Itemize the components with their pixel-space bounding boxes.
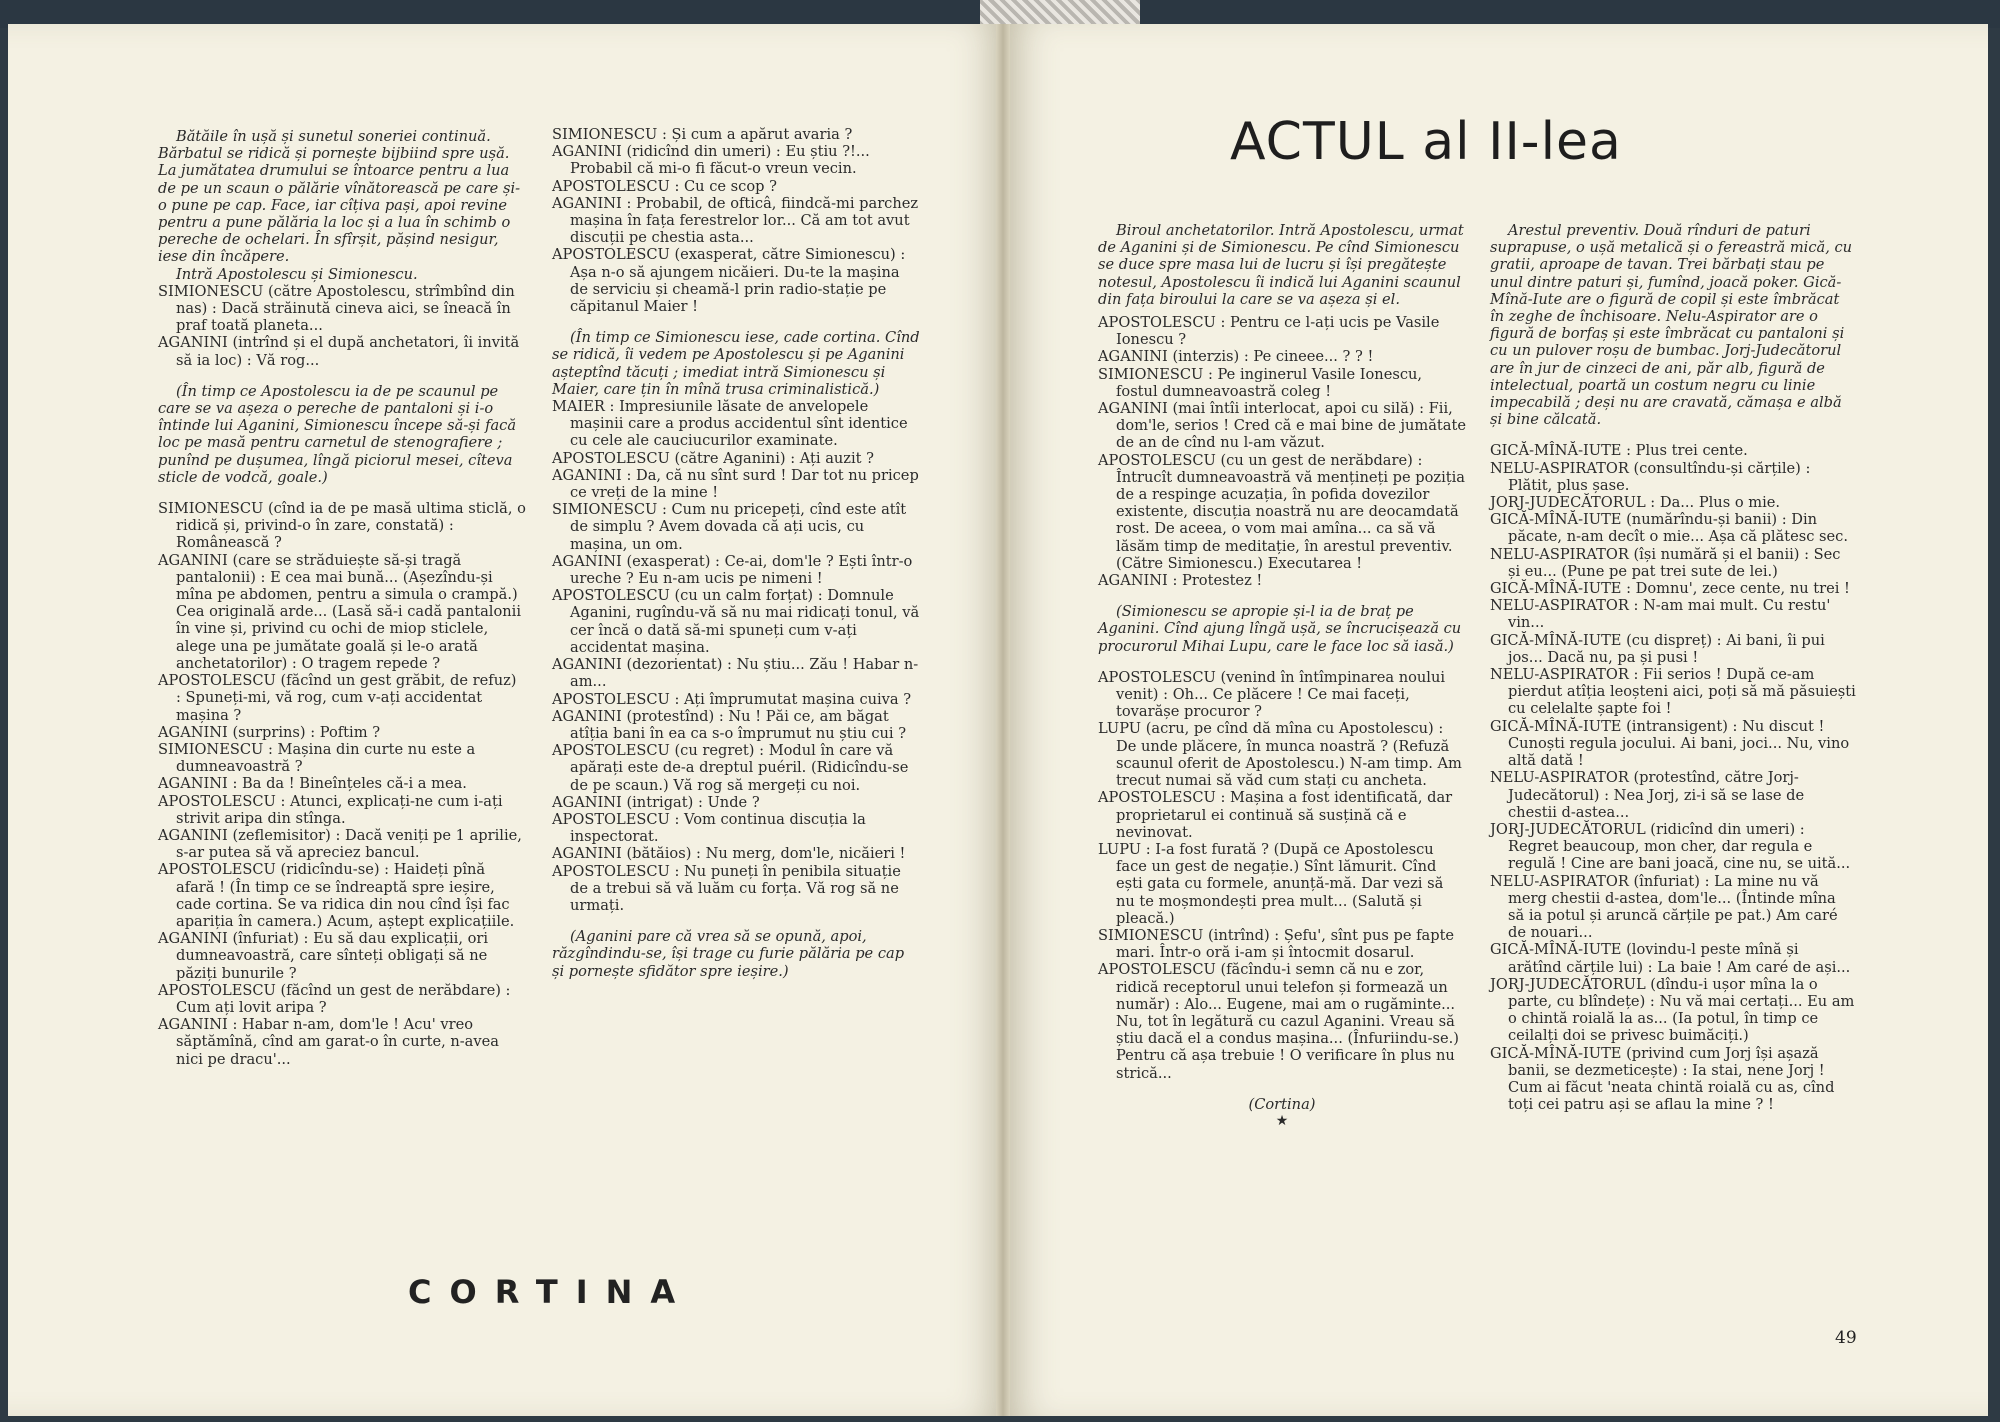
dialogue-line: NELU-ASPIRATOR : N-am mai mult. Cu restu' vin... bbox=[1490, 597, 1831, 632]
dialogue-line: APOSTOLESCU : Nu puneți în penibila situație de a trebui să vă luăm cu forța. Vă rog să ne urmați. bbox=[552, 862, 901, 914]
dialogue-line: GICĂ-MÎNĂ-IUTE (cu dispreț) : Ai bani, îi pui jos... Dacă nu, pa și pusi ! bbox=[1490, 631, 1825, 666]
cortina-label: CORTINA bbox=[408, 1273, 694, 1311]
dialogue-line: LUPU : I-a fost furată ? (După ce Apostolescu face un gest de negație.) Sînt lămurit. Cînd ești gata cu formele, anunță-mă. Dar vezi să nu te moșmondești prea mult... (Salută și pleacă.) bbox=[1098, 840, 1444, 927]
dialogue-line: AGANINI : Protestez ! bbox=[1098, 572, 1263, 590]
dialogue-line: JORJ-JUDECĂTORUL (ridicînd din umeri) : Regret beaucoup, mon cher, dar regula e regulă ! Cine are bani joacă, cine nu, se uită... bbox=[1490, 820, 1851, 873]
stage-direction: Intră Apostolescu și Simionescu. bbox=[176, 265, 418, 283]
dialogue-line: AGANINI (interzis) : Pe cineee... ? ? ! bbox=[1098, 348, 1374, 366]
dialogue-line: APOSTOLESCU (către Aganini) : Ați auzit ? bbox=[552, 449, 874, 467]
stage-direction: Arestul preventiv. Două rînduri de paturi suprapuse, o ușă metalică și o fereastră mică, cu gratii, aproape de tavan. Trei bărbați stau pe unul dintre paturi și, fumînd, joacă poker. Gică-Mînă-Iute are o figură de copil și este îmbrăcat în zeghe de închisoare. Nelu-Aspirator are o figură de borfaș și este îmbrăcat cu pantaloni și cu un pulover roșu de bumbac. Jorj-Judecătorul are în jur de cinzeci de ani, păr alb, figură de intelectual, poartă un costum negru cu linie impecabilă ; deși nu are cravată, cămașa e albă și bine călcată. bbox=[1490, 222, 1853, 429]
dialogue-line: NELU-ASPIRATOR (înfuriat) : La mine nu vă merg chestii d-astea, dom'le... (Întinde mîna să ia potul și aruncă cărțile pe pat.) Am caré de nouari... bbox=[1490, 872, 1838, 942]
dialogue-line: AGANINI (protestînd) : Nu ! Păi ce, am băgat atîția bani în ea ca s-o împrumut nu știu cui ? bbox=[552, 707, 907, 742]
dialogue-line: APOSTOLESCU : Pentru ce l-ați ucis pe Vasile Ionescu ? bbox=[1098, 314, 1440, 349]
dialogue-line: AGANINI (dezorientat) : Nu știu... Zău ! Habar n-am... bbox=[552, 656, 919, 691]
dialogue-line: APOSTOLESCU (venind în întîmpinarea noului venit) : Oh... Ce plăcere ! Ce mai faceți, tovarășe procuror ? bbox=[1098, 668, 1446, 721]
dialogue-line: AGANINI : Da, că nu sînt surd ! Dar tot nu pricep ce vreți de la mine ! bbox=[552, 466, 919, 502]
dialogue-line: JORJ-JUDECĂTORUL (dîndu-i ușor mîna la o parte, cu blîndețe) : Nu vă mai certați... Eu am o chintă roială la as... (Ia potul, în timp ce ceilalți doi se privesc buimăciți.) bbox=[1490, 975, 1855, 1045]
dialogue-line: AGANINI : Probabil, de ofticâ, fiindcă-mi parchez mașina în fața ferestrelor lor... Că am tot avut discuții pe chestia asta... bbox=[552, 194, 919, 247]
dialogue-line: SIMIONESCU : Și cum a apărut avaria ? bbox=[552, 126, 853, 143]
stage-direction: (Simionescu se apropie și-l ia de braț pe Aganini. Cînd ajung lîngă ușă, se încrucișează cu procurorul Mihai Lupu, care le face loc să iasă.) bbox=[1098, 603, 1462, 655]
dialogue-line: GICĂ-MÎNĂ-IUTE (privind cum Jorj își așază banii, se dezmeticește) : Ia stai, nene Jorj ! Cum ai făcut 'neata chintă roială cu as, cînd toți cei patru ași se aflau la mine ? ! bbox=[1490, 1044, 1835, 1114]
dialogue-line: APOSTOLESCU : Cu ce scop ? bbox=[552, 177, 777, 195]
dialogue-line: GICĂ-MÎNĂ-IUTE (lovindu-l peste mînă și arătînd cărțile lui) : La baie ! Am caré de ași... bbox=[1490, 941, 1851, 976]
dialogue-line: MAIER : Impresiunile lăsate de anvelopele mașinii care a produs accidentul sînt identice cu cele ale cauciucurilor examinate. bbox=[552, 398, 908, 450]
right-column-2 bbox=[1490, 222, 1856, 1113]
right-column-1 bbox=[1098, 222, 1466, 1130]
curtain-note: (Cortina) bbox=[1248, 1095, 1316, 1113]
stage-direction: (Aganini pare că vrea să se opună, apoi, răzgîndindu-se, își trage cu furie pălăria pe cap și pornește sfidător spre ieșire.) bbox=[552, 928, 905, 980]
dialogue-line: APOSTOLESCU (cu un gest de nerăbdare) : Întrucît dumneavoastră vă mențineți pe poziția de a respinge acuzația, în pofida dovezilor existente, discuția noastră nu are deocamdată rost. De aceea, o vom mai amîna... ca să vă lăsăm timp de meditație, în arestul preventiv. (Către Simionescu.) Executarea ! bbox=[1098, 451, 1465, 572]
stage-direction: (În timp ce Simionescu iese, cade cortina. Cînd se ridică, îi vedem pe Apostolescu și pe Aganini așteptînd tăcuți ; imediat intră Simionescu și Maier, care țin în mînă trusa criminalistică.) bbox=[552, 329, 920, 398]
dialogue-line: SIMIONESCU (cînd ia de pe masă ultima sticlă, o ridică și, privind-o în zare, constată) : Românească ? bbox=[158, 500, 526, 552]
dialogue-line: APOSTOLESCU : Ați împrumutat mașina cuiva ? bbox=[552, 690, 912, 708]
dialogue-line: APOSTOLESCU (cu regret) : Modul în care vă apărați este de-a dreptul puéril. (Ridicîndu-se de pe scaun.) Vă rog să mergeți cu noi. bbox=[552, 742, 909, 794]
dialogue-line: NELU-ASPIRATOR : Fii serios ! După ce-am pierdut atîția leoșteni aici, poți să mă păsuiești cu celelalte șapte foi ! bbox=[1490, 666, 1856, 718]
dialogue-line: NELU-ASPIRATOR (consultîndu-și cărțile) : Plătit, plus șase. bbox=[1490, 459, 1811, 494]
dialogue-line: SIMIONESCU : Cum nu pricepeți, cînd este atît de simplu ? Avem dovada că ați ucis, cu mașina, un om. bbox=[552, 501, 907, 553]
star-icon: ★ bbox=[1275, 1112, 1289, 1129]
paragraph-spacer bbox=[1098, 1082, 1466, 1096]
dialogue-line: AGANINI (ridicînd din umeri) : Eu știu ?!... Probabil că mi-o fi făcut-o vreun vecin. bbox=[552, 143, 870, 178]
dialogue-line: GICĂ-MÎNĂ-IUTE : Domnu', zece cente, nu trei ! bbox=[1490, 580, 1850, 598]
dialogue-line: AGANINI (bătăios) : Nu merg, dom'le, nicăieri ! bbox=[552, 845, 906, 863]
dialogue-line: NELU-ASPIRATOR (își numără și el banii) : Sec și eu... (Pune pe pat trei sute de lei.) bbox=[1490, 545, 1841, 580]
dialogue-line: SIMIONESCU : Pe inginerul Vasile Ionescu, fostul dumneavoastră coleg ! bbox=[1098, 365, 1423, 400]
paragraph-spacer bbox=[1098, 655, 1466, 669]
dialogue-line: APOSTOLESCU (cu un calm forțat) : Domnule Aganini, rugîndu-vă să nu mai ridicați tonul, vă cer încă o dată să-mi spuneți cum v-ați accidentat mașina. bbox=[552, 587, 920, 656]
paragraph-spacer bbox=[158, 369, 526, 383]
dialogue-line: AGANINI : Ba da ! Bineînțeles că-i a mea. bbox=[158, 775, 467, 793]
cloth-bookmark bbox=[980, 0, 1140, 26]
dialogue-line: APOSTOLESCU (făcîndu-i semn că nu e zor, ridică receptorul unui telefon și formează un număr) : Alo... Eugene, mai am o rugăminte... Nu, tot în legătură cu cazul Aganini. Vreau să știu dacă el a condus mașina... (Înfuriindu-se.) Pentru că așa trebuie ! O verificare în plus nu strică... bbox=[1098, 961, 1459, 1082]
dialogue-line: AGANINI : Habar n-am, dom'le ! Acu' vreo săptămînă, cînd am garat-o în curte, n-avea nici pe dracu'... bbox=[158, 1016, 499, 1068]
paragraph-spacer bbox=[552, 315, 920, 329]
paragraph-spacer bbox=[158, 486, 526, 500]
dialogue-line: SIMIONESCU : Mașina din curte nu este a dumneavoastră ? bbox=[158, 740, 476, 776]
dialogue-line: APOSTOLESCU (ridicîndu-se) : Haideți pînă afară ! (În timp ce se îndreaptă spre ieșire, cade cortina. Se va ridica din nou cînd își fac apariția în camera.) Acum, aștept explicațiile. bbox=[158, 861, 515, 930]
dialogue-line: NELU-ASPIRATOR (protestînd, către Jorj-Judecătorul) : Nea Jorj, zi-i să se lase de chestii d-astea... bbox=[1490, 769, 1805, 821]
dialogue-line: SIMIONESCU (către Apostolescu, strîmbînd din nas) : Dacă străinută cineva aici, se îneacă în praf toată planeta... bbox=[158, 282, 515, 335]
dialogue-line: GICĂ-MÎNĂ-IUTE : Plus trei cente. bbox=[1490, 442, 1748, 460]
page-number: 49 bbox=[1835, 1328, 1857, 1348]
dialogue-line: APOSTOLESCU (făcînd un gest de nerăbdare) : Cum ați lovit aripa ? bbox=[158, 981, 511, 1016]
dialogue-line: GICĂ-MÎNĂ-IUTE (intransigent) : Nu discut ! Cunoști regula jocului. Ai bani, joci... Nu, vino altă dată ! bbox=[1490, 717, 1850, 770]
dialogue-line: GICĂ-MÎNĂ-IUTE (numărîndu-și banii) : Din păcate, n-am decît o mie... Așa că plătesc sec. bbox=[1490, 511, 1848, 546]
dialogue-line: AGANINI (zeflemisitor) : Dacă veniți pe 1 aprilie, s-ar putea să vă apreciez bancul. bbox=[158, 826, 522, 862]
dialogue-line: APOSTOLESCU (făcînd un gest grăbit, de refuz) : Spuneți-mi, vă rog, cum v-ați accidentat mașina ? bbox=[158, 672, 517, 724]
dialogue-line: AGANINI (intrînd și el după anchetatori, îi invită să ia loc) : Vă rog... bbox=[158, 334, 520, 369]
dialogue-line: AGANINI (înfuriat) : Eu să dau explicații, ori dumneavoastră, care sînteți obligați să ne păziți bunurile ? bbox=[158, 930, 489, 982]
stage-direction: Bătăile în ușă și sunetul soneriei continuă. Bărbatul se ridică și pornește bijbiind spre ușă. La jumătatea drumului se întoarce pentru a lua de pe un scaun o pălărie vînătorească pe care și-o pune pe cap. Face, iar cîțiva pași, apoi revine pentru a pune pălăria la loc și a lua în schimb o pereche de ochelari. În sfîrșit, pășind nesigur, iese din încăpere. bbox=[158, 128, 521, 266]
stage-direction: (În timp ce Apostolescu ia de pe scaunul pe care se va așeza o pereche de pantaloni și i-o întinde lui Aganini, Simionescu începe să-și facă loc pe masă pentru carnetul de stenografiere ; punînd pe dușumea, lîngă piciorul mesei, cîteva sticle de vodcă, goale.) bbox=[158, 382, 517, 486]
dialogue-line: JORJ-JUDECĂTORUL : Da... Plus o mie. bbox=[1490, 494, 1781, 512]
dialogue-line: AGANINI (surprins) : Poftim ? bbox=[158, 723, 381, 741]
book-spine bbox=[996, 24, 1010, 1416]
dialogue-line: APOSTOLESCU : Atunci, explicați-ne cum i-ați strivit aripa din stînga. bbox=[158, 792, 503, 827]
dialogue-line: LUPU (acru, pe cînd dă mîna cu Apostolescu) : De unde plăcere, în munca noastră ? (Refuză scaunul oferit de Apostolescu.) N-am timp. Am trecut numai să văd cum stați cu ancheta. bbox=[1098, 720, 1462, 790]
dialogue-line: AGANINI (mai întîi interlocat, apoi cu silă) : Fii, dom'le, serios ! Cred că e mai bine de jumătate de an de cînd nu l-am văzut. bbox=[1098, 400, 1466, 452]
paragraph-spacer bbox=[1490, 428, 1856, 442]
dialogue-line: AGANINI (intrigat) : Unde ? bbox=[552, 793, 760, 811]
dialogue-line: APOSTOLESCU : Mașina a fost identificată, dar proprietarul ei continuă să susțină că e nevinovat. bbox=[1098, 789, 1453, 841]
left-column-2 bbox=[552, 126, 920, 980]
left-column-1 bbox=[158, 128, 526, 1068]
paragraph-spacer bbox=[1098, 589, 1466, 603]
paragraph-spacer bbox=[552, 914, 920, 928]
dialogue-line: APOSTOLESCU (exasperat, către Simionescu) : Așa n-o să ajungem nicăieri. Du-te la mașina de serviciu și cheamă-l prin radio-stație pe căpitanul Maier ! bbox=[552, 246, 906, 316]
dialogue-line: AGANINI (exasperat) : Ce-ai, dom'le ? Ești într-o ureche ? Eu n-am ucis pe nimeni ! bbox=[552, 552, 913, 588]
stage-direction: Biroul anchetatorilor. Intră Apostolescu, urmat de Aganini și de Simionescu. Pe cînd Simionescu se duce spre masa lui de lucru și își pregătește notesul, Apostolescu îi indică lui Aganini scaunul din fața biroului la care se va așeza și el. bbox=[1098, 222, 1464, 308]
dialogue-line: AGANINI (care se străduiește să-și tragă pantalonii) : E cea mai bună... (Așezîndu-și mîna pe abdomen, pentru a simula o crampă.) Cea originală arde... (Lasă să-i cadă pantalonii în vine și, privind cu ochi de miop sticlele, alege una pe jumătate goală și le-o arată anchetatorilor) : O tragem repede ? bbox=[158, 551, 521, 672]
dialogue-line: APOSTOLESCU : Vom continua discuția la inspectorat. bbox=[552, 810, 866, 846]
act-title: ACTUL al II-lea bbox=[1230, 112, 1622, 172]
dialogue-line: SIMIONESCU (intrînd) : Șefu', sînt pus pe fapte mari. Într-o oră i-am și întocmit dosarul. bbox=[1098, 926, 1455, 962]
